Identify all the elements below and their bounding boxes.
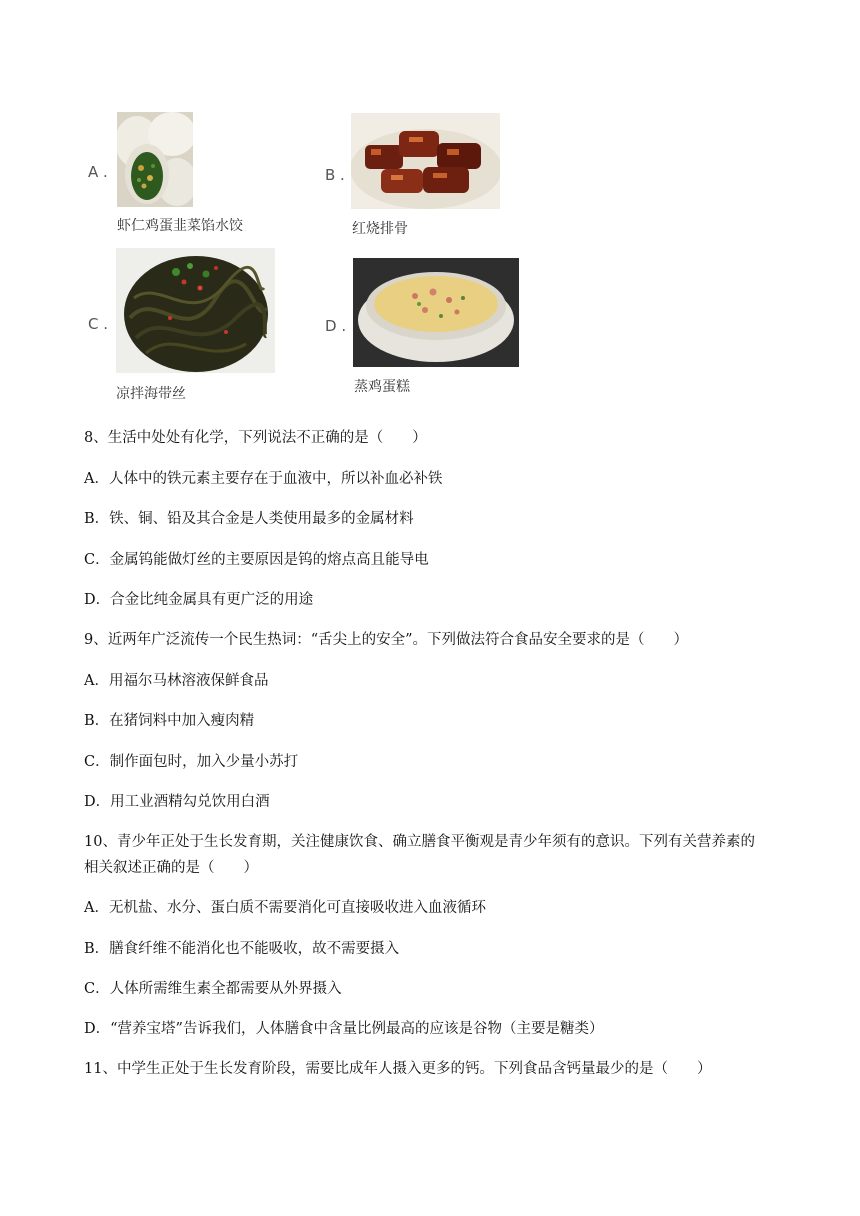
option-c-letter: C . bbox=[88, 315, 109, 333]
question-11-stem: 11、中学生正处于生长发育阶段，需要比成年人摄入更多的钙。下列食品含钙量最少的是（ ） bbox=[84, 1061, 712, 1077]
question-9-option-d: D．用工业酒精勾兑饮用白酒 bbox=[84, 794, 270, 810]
option-d-letter: D . bbox=[325, 317, 347, 335]
option-c-caption: 凉拌海带丝 bbox=[116, 386, 186, 402]
question-8-option-c: C．金属钨能做灯丝的主要原因是钨的熔点高且能导电 bbox=[84, 552, 429, 568]
question-9-option-c: C．制作面包时，加入少量小苏打 bbox=[84, 754, 299, 770]
option-b-letter: B . bbox=[325, 166, 345, 184]
question-8-option-b: B．铁、铜、铅及其合金是人类使用最多的金属材料 bbox=[84, 511, 414, 527]
question-8-stem: 8、生活中处处有化学，下列说法不正确的是（ ） bbox=[84, 430, 427, 446]
braised-ribs-photo bbox=[351, 113, 500, 209]
option-d-caption: 蒸鸡蛋糕 bbox=[354, 379, 410, 395]
question-9-option-a: A．用福尔马林溶液保鲜食品 bbox=[84, 673, 269, 689]
steamed-egg-custard-photo bbox=[353, 258, 519, 367]
question-9-stem: 9、近两年广泛流传一个民生热词：“舌尖上的安全”。下列做法符合食品安全要求的是（ ） bbox=[84, 632, 689, 648]
dumplings-photo bbox=[117, 112, 193, 207]
question-10-option-c: C．人体所需维生素全都需要从外界摄入 bbox=[84, 981, 342, 997]
question-9-option-b: B．在猪饲料中加入瘦肉精 bbox=[84, 713, 255, 729]
question-10-option-a: A．无机盐、水分、蛋白质不需要消化可直接吸收进入血液循环 bbox=[84, 900, 486, 916]
question-10-option-d: D．“营养宝塔”告诉我们，人体膳食中含量比例最高的应该是谷物（主要是糖类） bbox=[84, 1021, 604, 1037]
question-8-option-a: A．人体中的铁元素主要存在于血液中，所以补血必补铁 bbox=[84, 471, 443, 487]
question-8-option-d: D．合金比纯金属具有更广泛的用途 bbox=[84, 592, 314, 608]
option-a-letter: A . bbox=[88, 163, 108, 181]
option-a-caption: 虾仁鸡蛋韭菜馅水饺 bbox=[117, 218, 243, 234]
question-10-stem-line-2: 相关叙述正确的是（ ） bbox=[84, 860, 258, 876]
question-10-option-b: B．膳食纤维不能消化也不能吸收，故不需要摄入 bbox=[84, 941, 400, 957]
option-b-caption: 红烧排骨 bbox=[352, 221, 408, 237]
kelp-salad-photo bbox=[116, 248, 275, 373]
question-10-stem-line-1: 10、青少年正处于生长发育期，关注健康饮食、确立膳食平衡观是青少年须有的意识。下列有关营养素的 bbox=[84, 834, 755, 850]
